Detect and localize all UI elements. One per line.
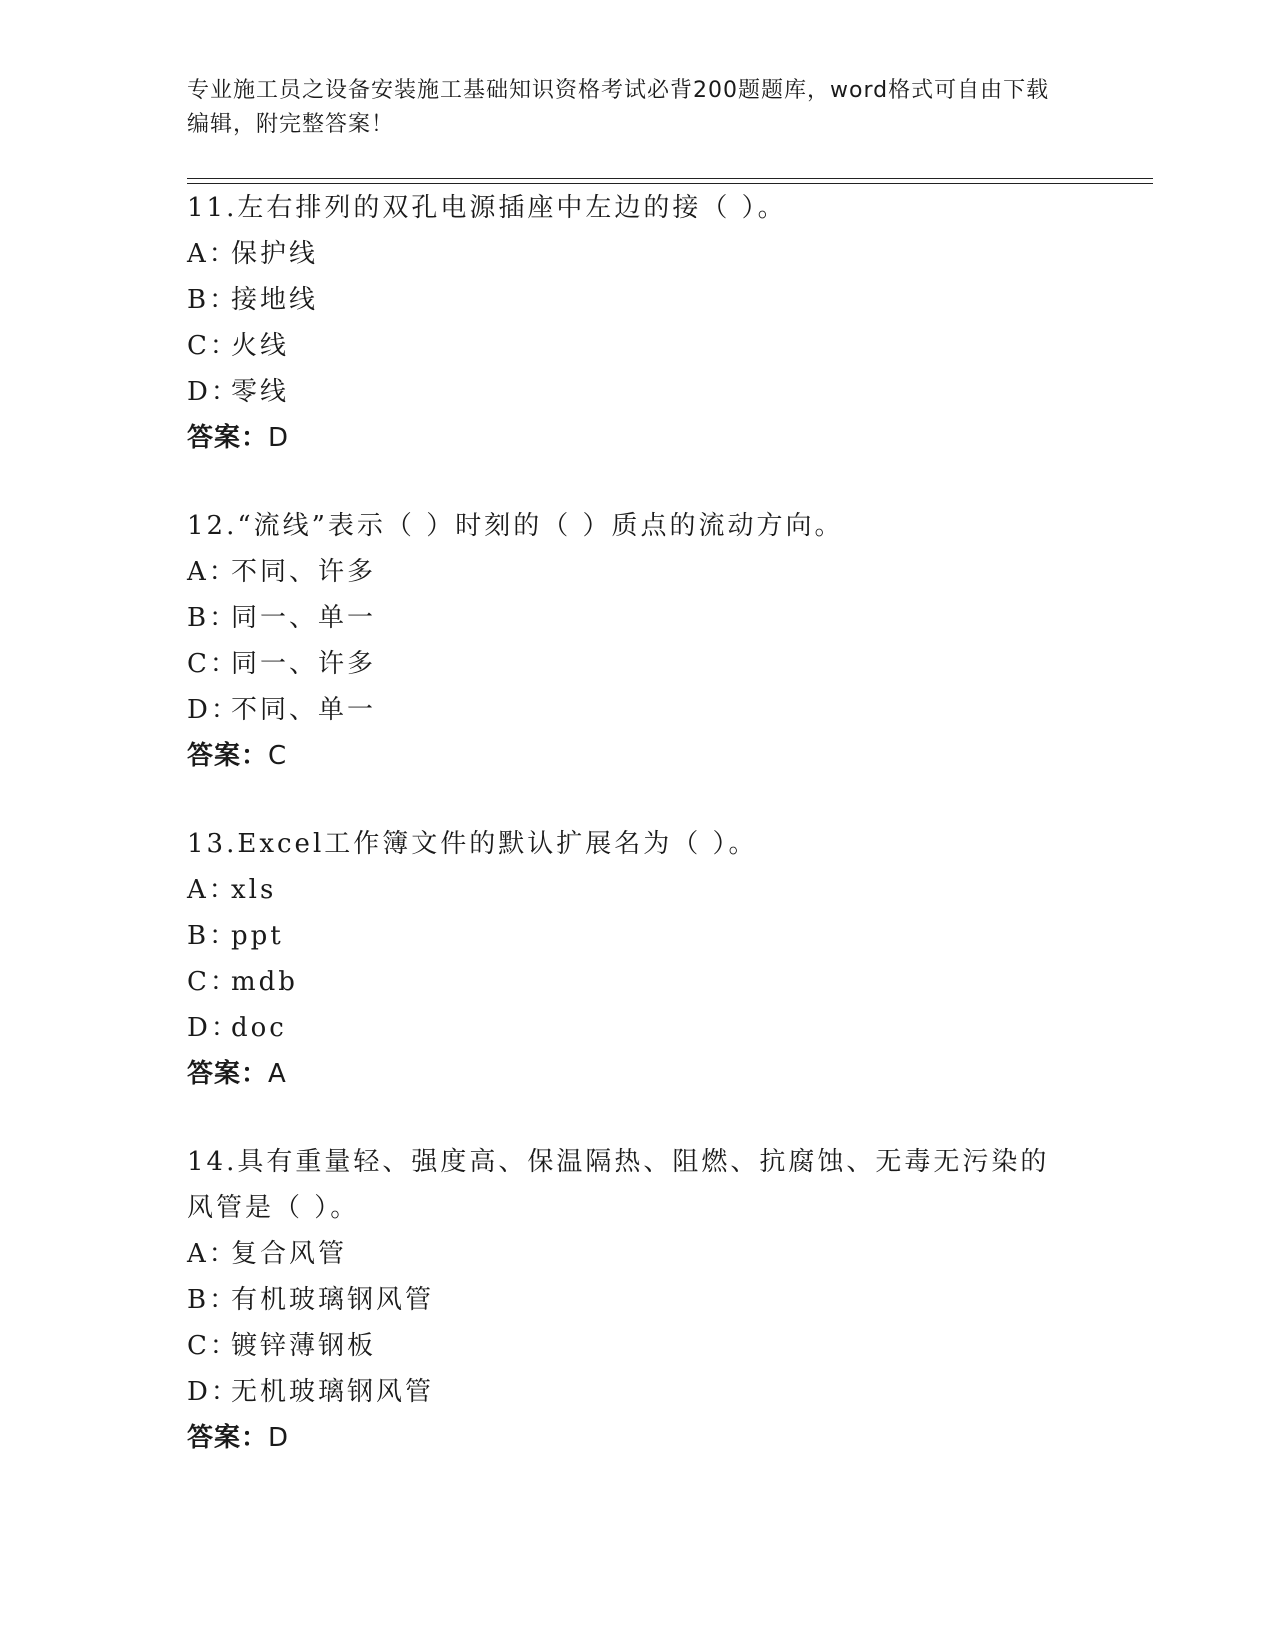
- header-divider-bottom: [187, 183, 1153, 184]
- answer-line: [187, 733, 1087, 779]
- option-text: xls: [231, 875, 277, 905]
- option-b: [187, 1277, 1067, 1323]
- question-stem: 12.“流线”表示（ ）时刻的（ ）质点的流动方向。: [187, 511, 844, 541]
- answer-value: C: [268, 741, 288, 771]
- option-key: C：: [187, 331, 239, 361]
- option-text: 不同、许多: [231, 557, 377, 587]
- option-d: [187, 369, 1087, 415]
- option-d: [187, 687, 1087, 733]
- question-stem: 11.左右排列的双孔电源插座中左边的接（ ）。: [187, 193, 787, 223]
- option-text: 有机玻璃钢风管: [231, 1285, 435, 1315]
- option-a: [187, 231, 1087, 277]
- answer-line: [187, 415, 1087, 461]
- option-a: [187, 549, 1087, 595]
- option-c: [187, 959, 1087, 1005]
- option-key: A：: [187, 557, 238, 587]
- option-key: D：: [187, 1377, 240, 1407]
- answer-label: 答案：: [187, 423, 269, 453]
- option-text: ppt: [231, 921, 284, 951]
- option-text: 镀锌薄钢板: [231, 1331, 377, 1361]
- option-key: A：: [187, 239, 238, 269]
- option-b: [187, 277, 1087, 323]
- document-header: [187, 74, 1067, 142]
- option-text: 火线: [231, 331, 290, 361]
- option-key: B：: [187, 1285, 239, 1315]
- option-text: 同一、许多: [231, 649, 377, 679]
- answer-line: [187, 1415, 1067, 1461]
- option-text: 零线: [231, 377, 290, 407]
- option-d: [187, 1369, 1067, 1415]
- option-key: A：: [187, 1239, 238, 1269]
- option-text: 不同、单一: [231, 695, 377, 725]
- option-text: 无机玻璃钢风管: [231, 1377, 435, 1407]
- option-key: C：: [187, 1331, 239, 1361]
- option-key: D：: [187, 695, 240, 725]
- option-c: [187, 1323, 1067, 1369]
- option-key: C：: [187, 967, 239, 997]
- question-stem: 13.Excel工作簿文件的默认扩展名为（ ）。: [187, 829, 758, 859]
- question-13: [187, 821, 1087, 1097]
- question-11: [187, 185, 1087, 461]
- option-key: B：: [187, 603, 239, 633]
- answer-value: A: [268, 1059, 287, 1089]
- option-text: doc: [231, 1013, 287, 1043]
- question-12: [187, 503, 1087, 779]
- option-text: mdb: [231, 967, 298, 997]
- answer-label: 答案：: [187, 741, 269, 771]
- option-text: 复合风管: [231, 1239, 348, 1269]
- option-b: [187, 913, 1087, 959]
- answer-label: 答案：: [187, 1059, 269, 1089]
- option-key: D：: [187, 1013, 240, 1043]
- option-b: [187, 595, 1087, 641]
- option-d: [187, 1005, 1087, 1051]
- question-stem: 14.具有重量轻、强度高、保温隔热、阻燃、抗腐蚀、无毒无污染的风管是（ ）。: [187, 1147, 1050, 1223]
- answer-line: [187, 1051, 1087, 1097]
- option-key: D：: [187, 377, 240, 407]
- option-text: 同一、单一: [231, 603, 377, 633]
- answer-value: D: [268, 423, 290, 453]
- option-key: A：: [187, 875, 238, 905]
- answer-value: D: [268, 1423, 290, 1453]
- option-text: 保护线: [231, 239, 319, 269]
- option-key: B：: [187, 285, 239, 315]
- option-key: B：: [187, 921, 239, 951]
- question-14: [187, 1139, 1067, 1461]
- header-divider-top: [187, 178, 1153, 179]
- option-a: [187, 1231, 1067, 1277]
- option-a: [187, 867, 1087, 913]
- option-c: [187, 323, 1087, 369]
- answer-label: 答案：: [187, 1423, 269, 1453]
- option-key: C：: [187, 649, 239, 679]
- option-text: 接地线: [231, 285, 319, 315]
- header-title: 专业施工员之设备安装施工基础知识资格考试必背200题题库，word格式可自由下载编辑，附完整答案！: [187, 78, 1050, 137]
- option-c: [187, 641, 1087, 687]
